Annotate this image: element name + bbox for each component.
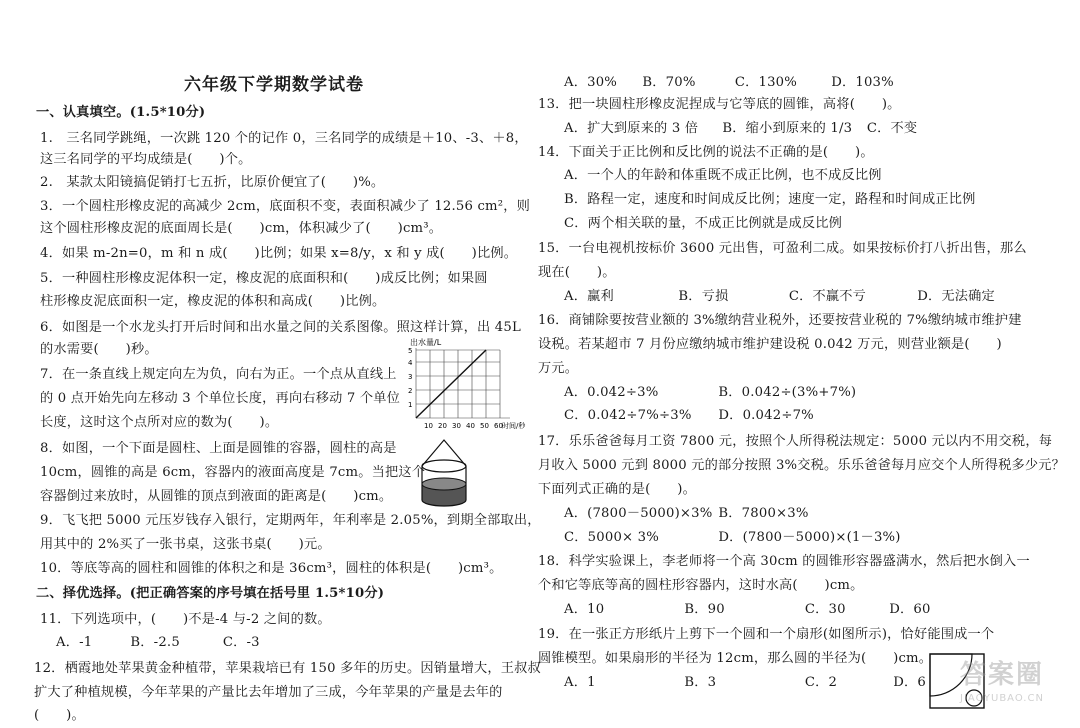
option-c: C．130% <box>734 75 797 90</box>
option-b: B．缩小到原来的 1/3 <box>722 121 853 136</box>
question-7-line-2: 的 0 点开始先向左移动 3 个单位长度，再向右移动 7 个单位 <box>40 391 401 406</box>
option-a: A．-1 <box>56 635 93 650</box>
graph-x-label: 时间/秒 <box>502 422 526 430</box>
cone-cylinder-container <box>416 436 472 508</box>
option-c: C．0.042÷7%÷3% <box>564 408 692 423</box>
question-6-line-2: 的水需要( )秒。 <box>40 342 158 357</box>
question-3-line-2: 这个圆柱形橡皮泥的底面周长是( )cm，体积减少了( )cm³。 <box>40 221 443 236</box>
question-17-options-row-1 <box>564 505 809 523</box>
question-16-options-row-1 <box>564 384 856 402</box>
question-1-line-2: 这三名同学的平均成绩是( )个。 <box>40 152 252 167</box>
option-d: D．无法确定 <box>917 289 995 304</box>
question-19-line-1: 19．在一张正方形纸片上剪下一个圆和一个扇形(如图所示)，恰好能围成一个 <box>538 627 995 642</box>
question-17-line-1: 17．乐乐爸爸每月工资 7800 元，按照个人所得税法规定：5000 元以内不用交税，每 <box>538 434 1053 449</box>
question-19-line-2: 圆锥模型。如果扇形的半径为 12cm，那么圆的半径为( )cm。 <box>538 651 933 666</box>
section-2-heading: 二、择优选择。(把正确答案的序号填在括号里 1.5*10分) <box>36 586 385 601</box>
question-16-line-3: 万元。 <box>538 361 579 376</box>
x-tick: 20 <box>438 422 447 430</box>
page-title: 六年级下学期数学试卷 <box>184 75 364 95</box>
option-c: C．30 <box>804 602 846 617</box>
question-15-options <box>564 288 995 306</box>
question-16-line-1: 16．商铺除要按营业额的 3%缴纳营业税外，还要按营业税的 7%缴纳城市维护建 <box>538 313 1022 328</box>
question-18-line-1: 18．科学实验课上，李老师将一个高 30cm 的圆锥形容器盛满水，然后把水倒入一 <box>538 554 1030 569</box>
question-13: 13．把一块圆柱形橡皮泥捏成与它等底的圆锥，高将( )。 <box>538 97 901 112</box>
question-8-line-2: 10cm，圆锥的高是 6cm，容器内的液面高度是 7cm。当把这个 <box>40 465 426 480</box>
question-7-line-1: 7．在一条直线上规定向左为负，向右为正。一个点从直线上 <box>40 367 397 382</box>
question-11: 11．下列选项中，( )不是-4 与-2 之间的数。 <box>40 612 331 627</box>
question-14-option-c: C．两个相关联的量，不成正比例就是成反比例 <box>564 216 843 231</box>
question-17-options-row-2 <box>564 529 901 547</box>
y-tick: 4 <box>408 359 413 367</box>
option-a: A．10 <box>564 602 605 617</box>
option-c: C．2 <box>804 675 838 690</box>
option-d: D．6 <box>893 675 926 690</box>
option-b: B．亏损 <box>678 289 729 304</box>
section-1-heading: 一、认真填空。(1.5*10分) <box>36 105 206 120</box>
question-15-line-2: 现在( )。 <box>538 265 616 280</box>
question-16-options-row-2 <box>564 407 814 425</box>
option-b: B．90 <box>684 602 725 617</box>
question-5-line-2: 柱形橡皮泥底面积一定，橡皮泥的体积和高成( )比例。 <box>40 294 386 309</box>
option-b: B．3 <box>684 675 717 690</box>
question-18-options <box>564 601 931 619</box>
watermark-text: 答案圈 <box>960 660 1045 690</box>
option-c: C．-3 <box>222 635 260 650</box>
question-4: 4．如果 m-2n=0，m 和 n 成( )比例；如果 x=8/y，x 和 y 成( )比例。 <box>40 246 518 261</box>
x-tick: 60 <box>494 422 503 430</box>
question-9-line-1: 9．飞飞把 5000 元压岁钱存入银行，定期两年，年利率是 2.05%，到期全部取出， <box>40 513 541 528</box>
option-a: A．赢利 <box>564 289 614 304</box>
option-b: B．70% <box>642 75 696 90</box>
x-tick: 50 <box>480 422 489 430</box>
option-b: B．-2.5 <box>130 635 180 650</box>
graph-y-label: 出水量/L <box>410 338 442 347</box>
question-14-option-a: A．一个人的年龄和体重既不成正比例，也不成反比例 <box>564 168 882 183</box>
option-a: A．(7800－5000)×3% <box>564 506 713 521</box>
question-13-options <box>564 120 917 138</box>
question-12-line-2: 扩大了种植规模，今年苹果的产量比去年增加了三成，今年苹果的产量是去年的 <box>34 685 503 700</box>
option-d: D．60 <box>889 602 931 617</box>
question-7-line-3: 长度，这时这个点所对应的数为( )。 <box>40 415 279 430</box>
option-a: A．1 <box>564 675 596 690</box>
question-6-line-1: 6．如图是一个水龙头打开后时间和出水量之间的关系图像。照这样计算，出 45L <box>40 320 521 335</box>
question-12-line-3: ( )。 <box>34 708 85 723</box>
y-tick: 3 <box>408 373 413 381</box>
question-11-options <box>56 634 260 652</box>
question-8-line-3: 容器倒过来放时，从圆锥的顶点到液面的距离是( )cm。 <box>40 489 393 504</box>
flow-line <box>416 350 486 418</box>
option-c: C．不赢不亏 <box>788 289 867 304</box>
question-1-line-1: 1. 三名同学跳绳，一次跳 120 个的记作 0，三名同学的成绩是＋10、-3、＋8， <box>40 131 528 146</box>
question-19-options <box>564 674 926 692</box>
option-d: D．0.042÷7% <box>718 408 814 423</box>
x-tick: 10 <box>424 422 433 430</box>
question-12-line-1: 12．栖霞地处苹果黄金种植带，苹果栽培已有 150 多年的历史。因销量增大，王叔叔 <box>34 661 541 676</box>
x-tick: 40 <box>466 422 475 430</box>
question-10: 10．等底等高的圆柱和圆锥的体积之和是 36cm³，圆柱的体积是( )cm³。 <box>40 561 503 576</box>
water-flow-graph <box>402 336 526 432</box>
question-18-line-2: 个和它等底等高的圆柱形容器内，这时水高( )cm。 <box>538 578 864 593</box>
y-tick: 5 <box>408 347 413 355</box>
y-tick: 2 <box>408 387 413 395</box>
option-a: A．扩大到原来的 3 倍 <box>564 121 699 136</box>
question-9-line-2: 用其中的 2%买了一张书桌，这张书桌( )元。 <box>40 537 331 552</box>
option-d: D．(7800－5000)×(1－3%) <box>718 530 901 545</box>
question-14: 14．下面关于正比例和反比例的说法不正确的是( )。 <box>538 145 874 160</box>
option-c: C．不变 <box>866 121 918 136</box>
question-14-option-b: B．路程一定，速度和时间成反比例；速度一定，路程和时间成正比例 <box>564 192 976 207</box>
site-watermark <box>960 654 1070 720</box>
question-15-line-1: 15．一台电视机按标价 3600 元出售，可盈利二成。如果按标价打八折出售，那么 <box>538 241 1027 256</box>
question-2: 2. 某款太阳镜搞促销打七五折，比原价便宜了( )%。 <box>40 175 385 190</box>
option-b: B．7800×3% <box>718 506 809 521</box>
y-tick: 1 <box>408 401 413 409</box>
question-17-line-3: 下面列式正确的是( )。 <box>538 482 696 497</box>
question-8-line-1: 8．如图，一个下面是圆柱、上面是圆锥的容器，圆柱的高是 <box>40 441 397 456</box>
option-c: C．5000× 3% <box>564 530 660 545</box>
x-tick: 30 <box>452 422 461 430</box>
question-5-line-1: 5．一种圆柱形橡皮泥体积一定，橡皮泥的底面积和( )成反比例；如果圆 <box>40 271 488 286</box>
question-3-line-1: 3．一个圆柱形橡皮泥的高减少 2cm，底面积不变，表面积减少了 12.56 cm²，则 <box>40 199 531 214</box>
question-16-line-2: 设税。若某超市 7 月份应缴纳城市维护建设税 0.042 万元，则营业额是( ) <box>538 337 1002 352</box>
watermark-url: JIAOYUBAO.CN <box>960 693 1044 704</box>
option-a: A．30% <box>564 75 618 90</box>
option-d: D．103% <box>831 75 894 90</box>
option-a: A．0.042÷3% <box>564 385 659 400</box>
question-12-options <box>564 74 894 92</box>
question-17-line-2: 月收入 5000 元到 8000 元的部分按照 3%交税。乐乐爸爸每月应交个人所得税多少元？ <box>538 458 1066 473</box>
option-b: B．0.042÷(3%+7%) <box>718 385 857 400</box>
